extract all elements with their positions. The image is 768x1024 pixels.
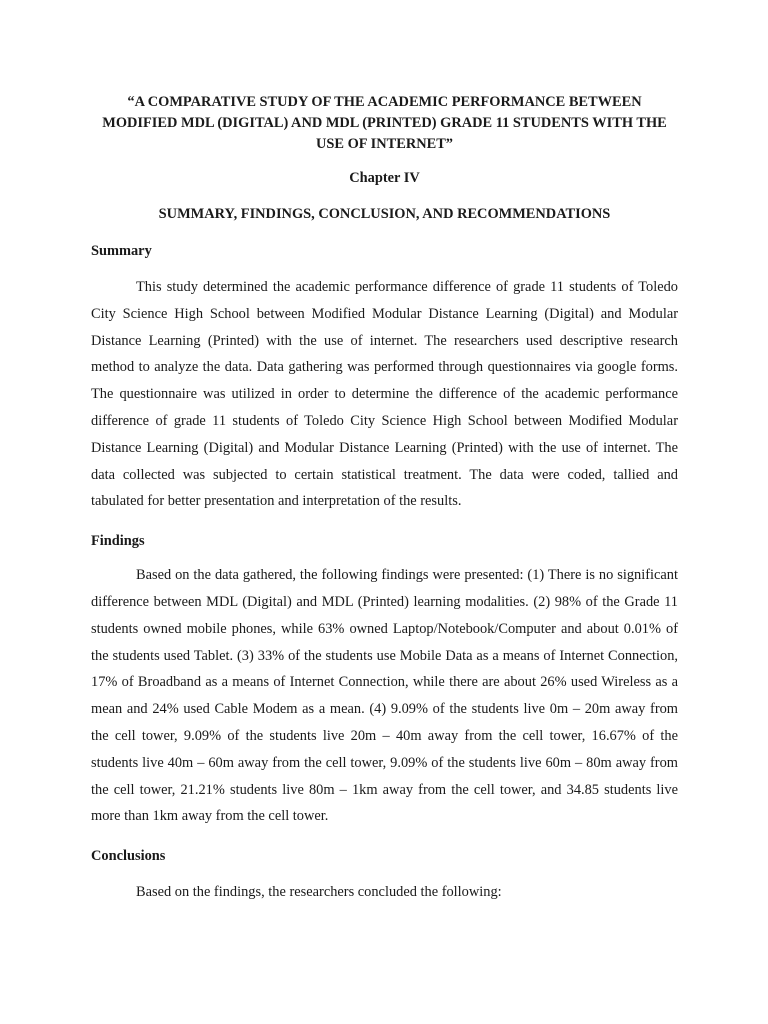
chapter-label: Chapter IV — [349, 170, 420, 186]
conclusions-paragraph: Based on the findings, the researchers concluded the following: — [136, 884, 502, 901]
conclusions-heading: Conclusions — [91, 848, 166, 865]
summary-heading: Summary — [91, 243, 152, 259]
document-title: “A COMPARATIVE STUDY OF THE ACADEMIC PERFORMANCE BETWEEN MODIFIED MDL (DIGITAL) AND MDL (PRINTED) GRADE 11 STUDENTS WITH THE USE OF INTERNET” — [102, 94, 667, 152]
summary-paragraph: This study determined the academic performance difference of grade 11 students of Toledo City Science High School between Modified Modular Distance Learning (Digital) and Modular Distance Learning (Printed) with the use of internet. The researchers used descriptive research method to analyze the data. Data gathering was performed through questionnaires via google forms. The questionnaire was utilized in order to determine the difference of the academic performance difference of grade 11 students of Toledo City Science High School between Modified Modular Distance Learning (Digital) and Modular Distance Learning (Printed) with the use of internet. The data collected was subjected to certain statistical treatment. The data were coded, tallied and tabulated for better presentation and interpretation of the results. — [91, 279, 678, 510]
findings-paragraph: Based on the data gathered, the following findings were presented: (1) There is no significant difference between MDL (Digital) and MDL (Printed) learning modalities. (2) 98% of the Grade 11 students owned mobile phones, while 63% owned Laptop/Notebook/Computer and about 0.01% of the students used Tablet. (3) 33% of the students use Mobile Data as a means of Internet Connection, 17% of Broadband as a means of Internet Connection, while there are about 26% used Wireless as a mean and 24% used Cable Modem as a mean. (4) 9.09% of the students live 0m – 20m away from the cell tower, 9.09% of the students live 20m – 40m away from the cell tower, 16.67% of the students live 40m – 60m away from the cell tower, 9.09% of the students live 60m – 80m away from the cell tower, 21.21% students live 80m – 1km away from the cell tower, and 34.85 students live more than 1km away from the cell tower. — [91, 567, 678, 825]
section-heading: SUMMARY, FINDINGS, CONCLUSION, AND RECOMMENDATIONS — [158, 206, 611, 222]
findings-heading: Findings — [91, 533, 145, 550]
